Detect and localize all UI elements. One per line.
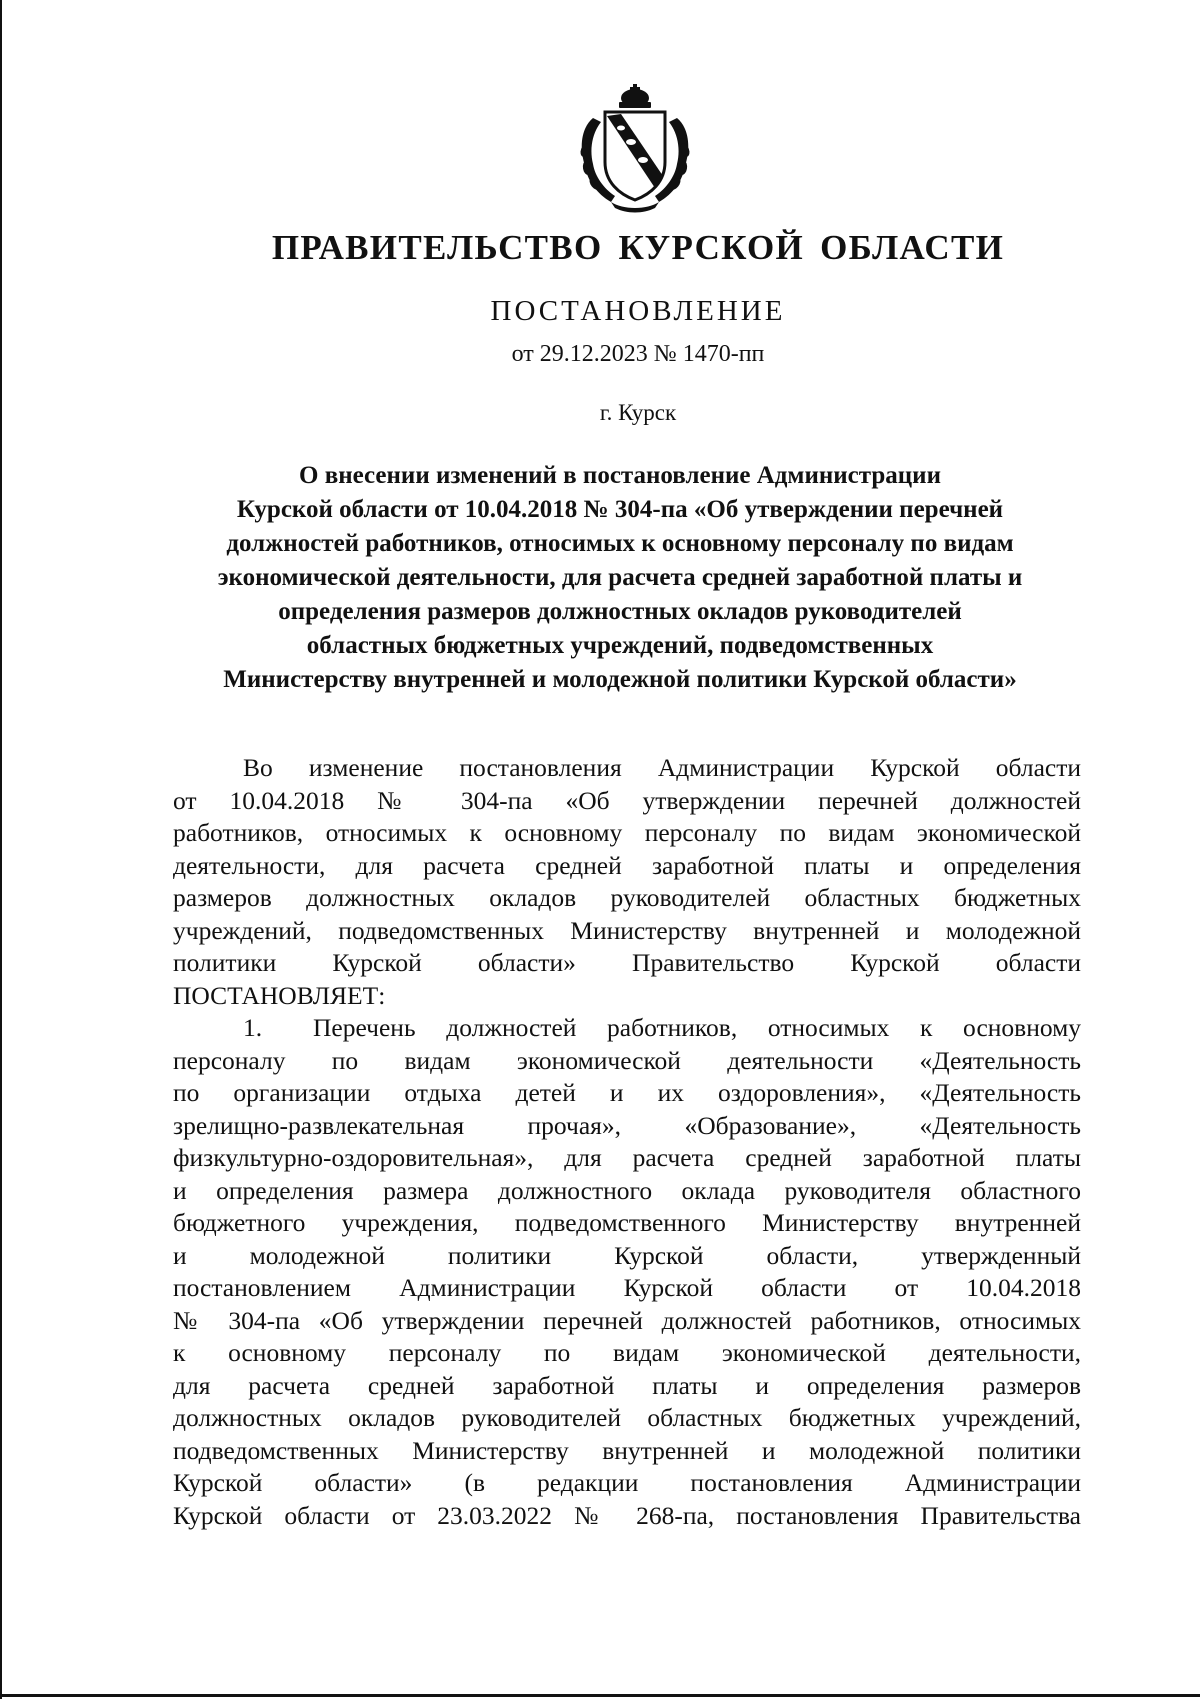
item-1-line: персоналу по видам экономической деятельности «Деятельность xyxy=(173,1045,1081,1075)
item-1-line: постановлением Администрации Курской области от 10.04.2018 xyxy=(173,1273,1081,1302)
document-body xyxy=(173,752,1081,1532)
item-1-line: к основному персоналу по видам экономической деятельности, xyxy=(173,1338,1081,1367)
item-1-line: Курской области» (в редакции постановления Администрации xyxy=(173,1468,1081,1497)
item-1-line: № 304-па «Об утверждении перечней должностей работников, относимых xyxy=(173,1305,1081,1335)
heading-line: О внесении изменений в постановление Администрации xyxy=(299,462,941,489)
decree-type: ПОСТАНОВЛЕНИЕ xyxy=(490,295,786,327)
preamble-line: от 10.04.2018 № 304-па «Об утверждении перечней должностей xyxy=(173,785,1081,815)
preamble-line: деятельности, для расчета средней заработной платы и определения xyxy=(173,850,1081,880)
item-1-line: по организации отдыха детей и их оздоровления», «Деятельность xyxy=(173,1078,1081,1107)
item-1-line: для расчета средней заработной платы и определения размеров xyxy=(173,1370,1081,1400)
heading-line: Министерству внутренней и молодежной политики Курской области» xyxy=(223,666,1017,693)
item-1-line: Курской области от 23.03.2022 № 268-па, постановления Правительства xyxy=(173,1500,1081,1530)
preamble-line: работников, относимых к основному персоналу по видам экономической xyxy=(173,818,1081,847)
city-name: г. Курск xyxy=(599,400,677,425)
item-1-line: зрелищно-развлекательная прочая», «Образование», «Деятельность xyxy=(173,1110,1081,1140)
item-1-line: бюджетного учреждения, подведомственного Министерству внутренней xyxy=(173,1208,1081,1237)
preamble-line: учреждений, подведомственных Министерству внутренней и молодежной xyxy=(173,915,1081,945)
item-1-line: и молодежной политики Курской области, утвержденный xyxy=(173,1240,1081,1270)
item-1-first-line xyxy=(173,1012,1081,1045)
document-heading xyxy=(160,459,1080,697)
heading-line: определения размеров должностных окладов руководителей xyxy=(278,598,962,625)
government-name: ПРАВИТЕЛЬСТВО КУРСКОЙ ОБЛАСТИ xyxy=(271,228,1005,267)
item-1-text: Перечень должностей работников, относимых к основному xyxy=(313,1013,1081,1042)
preamble-line: размеров должностных окладов руководителей областных бюджетных xyxy=(173,883,1081,912)
preamble-line: политики Курской области» Правительство Курской области xyxy=(173,948,1081,977)
item-1-line: и определения размера должностного оклада руководителя областного xyxy=(173,1175,1081,1205)
preamble-line: Во изменение постановления Администрации Курской области xyxy=(243,753,1081,782)
scan-edge-bottom xyxy=(0,1694,1200,1697)
decree-number: от 29.12.2023 № 1470-пп xyxy=(511,341,765,367)
heading-line: Курской области от 10.04.2018 № 304-па «Об утверждении перечней xyxy=(236,496,1004,523)
item-number: 1. xyxy=(243,1013,263,1042)
item-1-line: физкультурно-оздоровительная», для расчета средней заработной платы xyxy=(173,1143,1081,1172)
item-1-line: подведомственных Министерству внутренней и молодежной политики xyxy=(173,1435,1081,1465)
heading-line: должностей работников, относимых к основному персоналу по видам xyxy=(226,530,1014,557)
heading-line: экономической деятельности, для расчета средней заработной платы и xyxy=(217,564,1023,591)
item-1-line: должностных окладов руководителей областных бюджетных учреждений, xyxy=(173,1403,1081,1432)
kursk-coat-of-arms-icon xyxy=(575,84,695,214)
preamble-line: ПОСТАНОВЛЯЕТ: xyxy=(173,980,386,1010)
heading-line: областных бюджетных учреждений, подведомственных xyxy=(306,632,934,659)
